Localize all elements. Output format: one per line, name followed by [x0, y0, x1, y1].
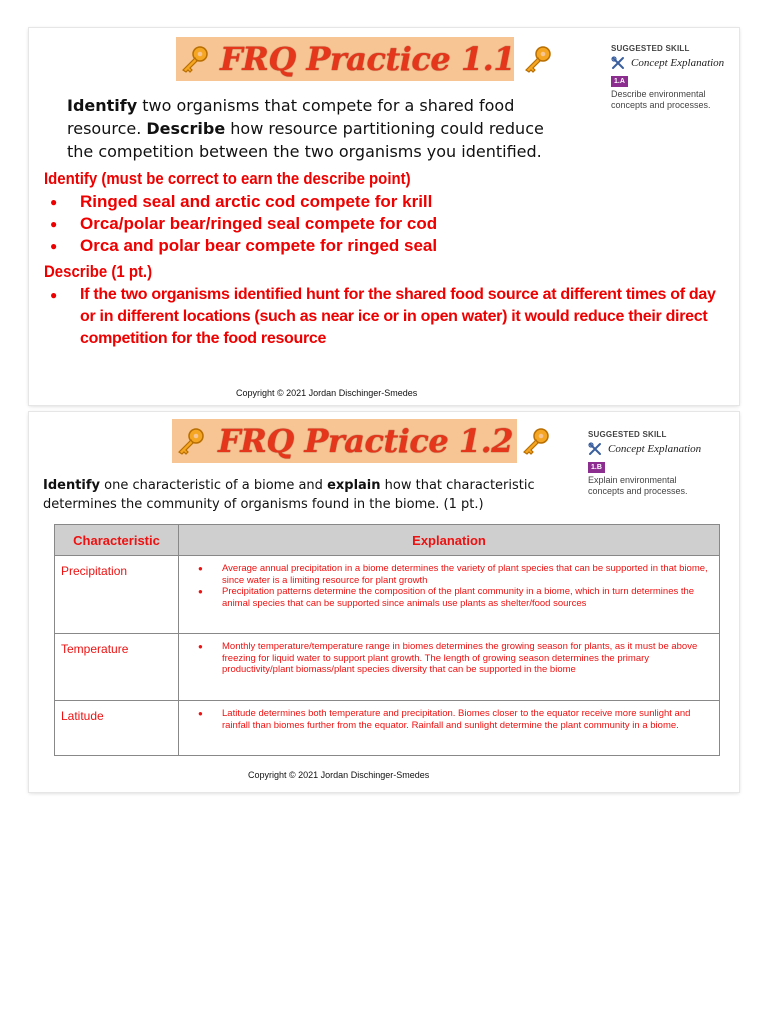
- list-item: ● Orca and polar bear compete for ringed seal: [44, 235, 724, 257]
- list-item: ● Orca/polar bear/ringed seal compete for cod: [44, 213, 724, 235]
- skill-description-line1: Describe environmental: [611, 89, 706, 99]
- question-prompt: [43, 476, 573, 514]
- prompt-verb: Describe: [146, 119, 226, 138]
- explanation-cell: [179, 634, 720, 701]
- skill-code-badge: 1.A: [611, 76, 628, 87]
- prompt-verb: explain: [327, 478, 381, 493]
- list-item: ● Monthly temperature/temperature range in biomes determines the growing season for plants, as it must be above freezing for liquid water to support plant growth. The length of growing season determines the primary productivity/plant biomass/plant species diversity that can be supported in the biome: [180, 641, 708, 676]
- list-item: ● Precipitation patterns determine the composition of the plant community in a biome, which in turn determines the animal species that can be supported since animals use plants as shelter/food sources: [180, 586, 708, 609]
- title-banner: [172, 419, 517, 463]
- list-item: ● If the two organisms identified hunt for the shared food source at different times of day or in different locations (such as near ice or in open water) it would reduce their direct competition for the food resource: [44, 284, 724, 350]
- skill-description-line1: Explain environmental: [588, 475, 677, 485]
- table-row: [55, 634, 720, 701]
- prompt-text: how resource partitioning could reduce the competition between the two organisms you identified.: [67, 119, 544, 161]
- skill-description-line2: concepts and processes.: [611, 100, 711, 110]
- card-title: FRQ Practice 1.2: [218, 422, 514, 460]
- prompt-text: one characteristic of a biome and: [100, 478, 328, 493]
- prompt-verb: Identify: [43, 478, 101, 493]
- skill-description-line2: concepts and processes.: [588, 486, 688, 496]
- characteristic-cell: Temperature: [55, 634, 179, 701]
- skill-name: Concept Explanation: [608, 443, 702, 455]
- characteristic-cell: Latitude: [55, 701, 179, 756]
- list-item: ● Ringed seal and arctic cod compete for krill: [44, 191, 724, 213]
- suggested-skill: [588, 430, 733, 496]
- tools-icon: [588, 442, 602, 456]
- prompt-text: how that characteristic determines the community of organisms found in the biome. (1 pt.): [43, 478, 535, 512]
- answer-table: [54, 524, 720, 756]
- frq-card-1-1: [29, 28, 739, 405]
- key-icon: [519, 427, 553, 455]
- list-item: ● Latitude determines both temperature and precipitation. Biomes closer to the equator receive more sunlight and rainfall than biomes further from the equator. Rainfall and sunlight determine the plant community in a biome.: [180, 708, 708, 731]
- skill-name: Concept Explanation: [631, 57, 725, 69]
- tools-icon: [611, 56, 625, 70]
- card-title: FRQ Practice 1.1: [220, 40, 516, 78]
- explanation-cell: [179, 556, 720, 634]
- describe-heading: Describe (1 pt.): [44, 262, 153, 281]
- skill-code-badge: 1.B: [588, 462, 605, 473]
- key-icon: [521, 45, 555, 73]
- copyright: Copyright © 2021 Jordan Dischinger-Smedes: [248, 770, 430, 780]
- frq-card-1-2: [29, 412, 739, 792]
- question-prompt: [67, 94, 567, 163]
- list-item: ● Average annual precipitation in a biome determines the variety of plant species that can be supported in that biome, since water is a limiting resource for plant growth: [180, 563, 708, 586]
- explanation-cell: [179, 701, 720, 756]
- key-icon: [174, 427, 208, 455]
- table-row: [55, 701, 720, 756]
- table-row: [55, 556, 720, 634]
- skill-heading: SUGGESTED SKILL: [588, 430, 667, 439]
- prompt-verb: Identify: [67, 96, 138, 115]
- identify-list: [44, 191, 724, 257]
- suggested-skill: [611, 44, 736, 110]
- skill-heading: SUGGESTED SKILL: [611, 44, 690, 53]
- characteristic-cell: Precipitation: [55, 556, 179, 634]
- column-header: Characteristic: [55, 525, 179, 556]
- prompt-text: two organisms that compete for a shared food resource.: [67, 96, 515, 138]
- title-banner: [176, 37, 514, 81]
- column-header: Explanation: [179, 525, 720, 556]
- copyright: Copyright © 2021 Jordan Dischinger-Smedes: [236, 388, 418, 398]
- key-icon: [178, 45, 212, 73]
- table-header-row: [55, 525, 720, 556]
- identify-heading: Identify (must be correct to earn the describe point): [44, 169, 411, 188]
- describe-list: [44, 284, 724, 350]
